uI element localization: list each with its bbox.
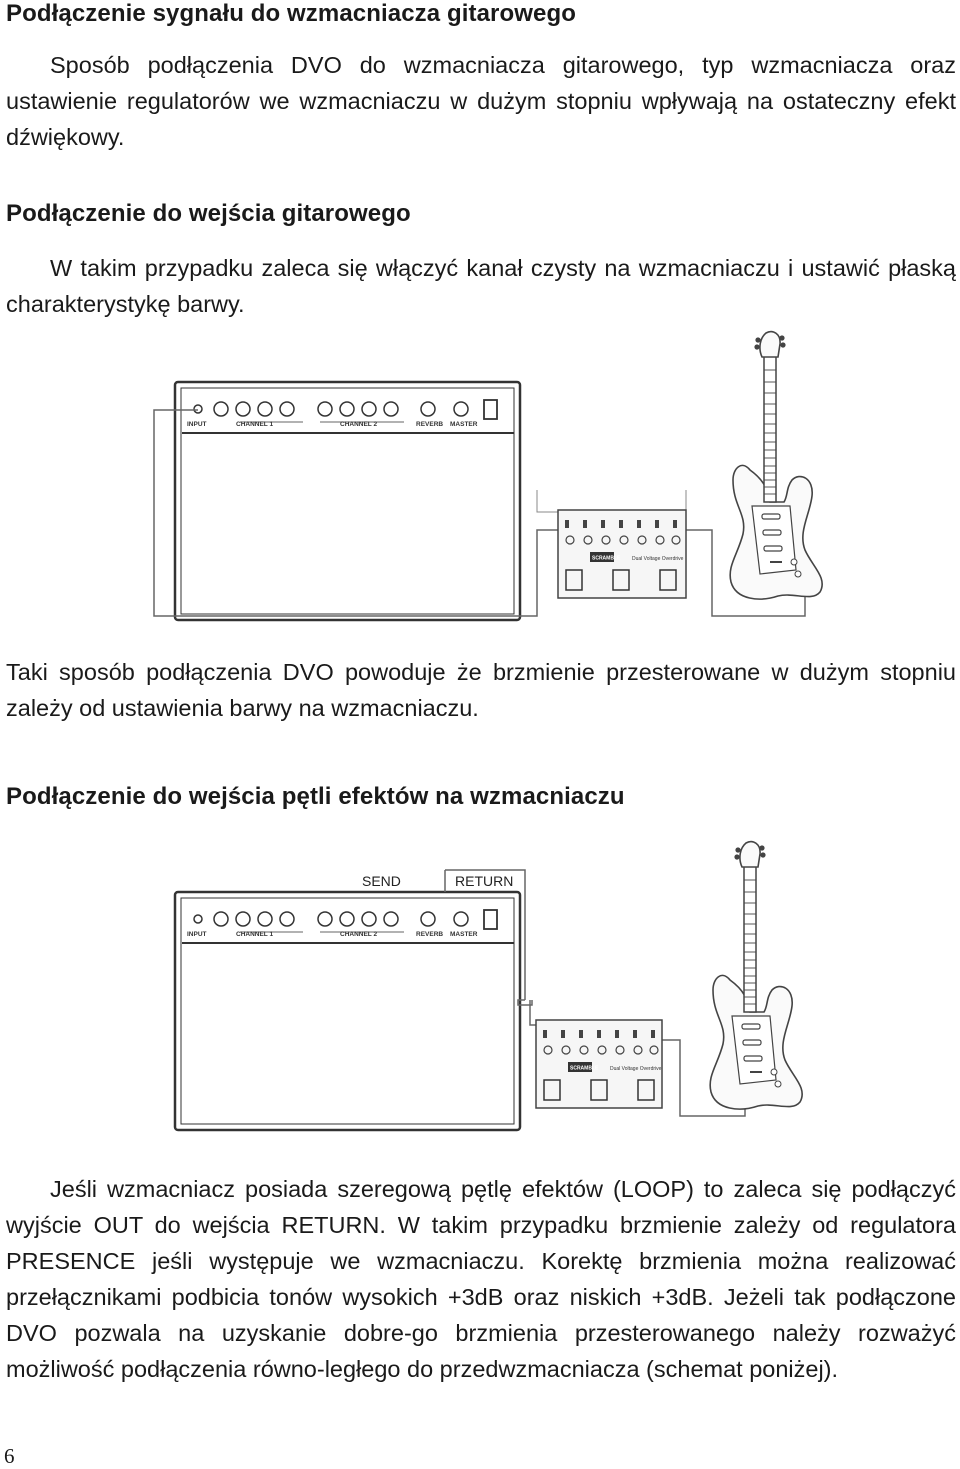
page-number: 6 — [4, 1444, 15, 1468]
reverb-knob — [421, 912, 435, 926]
dvo-pedal — [558, 510, 686, 598]
channel2-knobs — [318, 402, 398, 416]
cable-amp-to-pedal — [154, 410, 560, 616]
dvo-pedal — [536, 1020, 662, 1108]
amp-master-label: MASTER — [450, 421, 478, 428]
pedal-panel-label: Dual Voltage Overdrive — [610, 1066, 662, 1072]
intro-paragraph: Sposób podłączenia DVO do wzmacniacza gitarowego, typ wzmacniacza oraz ustawienie regulatorów we wzmacniaczu w dużym stopniu wpływają na ostateczny efekt dźwiękowy. — [6, 52, 956, 150]
send-label: SEND — [362, 873, 401, 889]
guitar-icon — [710, 842, 802, 1109]
amp-reverb-label: REVERB — [416, 421, 444, 428]
diagram-effects-loop — [0, 840, 960, 1140]
amp-master-label: MASTER — [450, 931, 478, 938]
amp-channel1-label: CHANNEL 1 — [236, 931, 274, 938]
master-knob — [454, 912, 468, 926]
power-switch-icon — [484, 910, 497, 929]
amp-channel2-label: CHANNEL 2 — [340, 931, 378, 938]
heading-effects-loop: Podłączenie do wejścia pętli efektów na wzmacniaczu — [6, 783, 625, 810]
input-jack-icon — [194, 915, 202, 923]
amplifier — [175, 892, 520, 1130]
power-switch-icon — [484, 400, 497, 419]
amp-reverb-label: REVERB — [416, 931, 444, 938]
channel1-knobs — [214, 402, 294, 416]
pedal-panel-label: Dual Voltage Overdrive — [632, 556, 684, 562]
input-jack-icon — [194, 405, 202, 413]
guitar-input-note: Taki sposób podłączenia DVO powoduje że brzmienie przesterowane w dużym stopniu zależy od ustawienia barwy na wzmacniaczu. — [6, 659, 956, 721]
channel1-knobs — [214, 912, 294, 926]
diagram-guitar-input — [0, 330, 960, 630]
guitar-input-paragraph: W takim przypadku zaleca się włączyć kanał czysty na wzmacniaczu i ustawić płaską charakterystykę barwy. — [6, 255, 956, 317]
guitar-icon — [730, 332, 822, 599]
return-label: RETURN — [455, 873, 514, 889]
section-title: Podłączenie sygnału do wzmacniacza gitarowego — [6, 0, 576, 27]
effects-loop-paragraph: Jeśli wzmacniacz posiada szeregową pętlę efektów (LOOP) to zaleca się podłączyć wyjście OUT do wejścia RETURN. W takim przypadku brzmienie zależy od regulatora PRESENCE jeśli występuje we wzmacniaczu. Korektę brzmienia można realizować przełącznikami podbicia tonów wysokich +3dB oraz niskich +3dB. Jeżeli tak podłączone DVO pozwala na uzyskanie dobre-go brzmienia przesterowanego należy rozważyć możliwość podłączenia równo-ległego do przedwzmacniacza (schemat poniżej). — [6, 1176, 956, 1382]
amp-input-label: INPUT — [187, 421, 207, 428]
pedal-brand: SCRAMBLE — [570, 1065, 599, 1072]
amp-channel1-label: CHANNEL 1 — [236, 421, 274, 428]
amplifier — [175, 382, 520, 620]
pedal-brand: SCRAMBLE — [592, 555, 621, 562]
amp-channel2-label: CHANNEL 2 — [340, 421, 378, 428]
master-knob — [454, 402, 468, 416]
reverb-knob — [421, 402, 435, 416]
channel2-knobs — [318, 912, 398, 926]
amp-input-label: INPUT — [187, 931, 207, 938]
heading-guitar-input: Podłączenie do wejścia gitarowego — [6, 200, 411, 227]
